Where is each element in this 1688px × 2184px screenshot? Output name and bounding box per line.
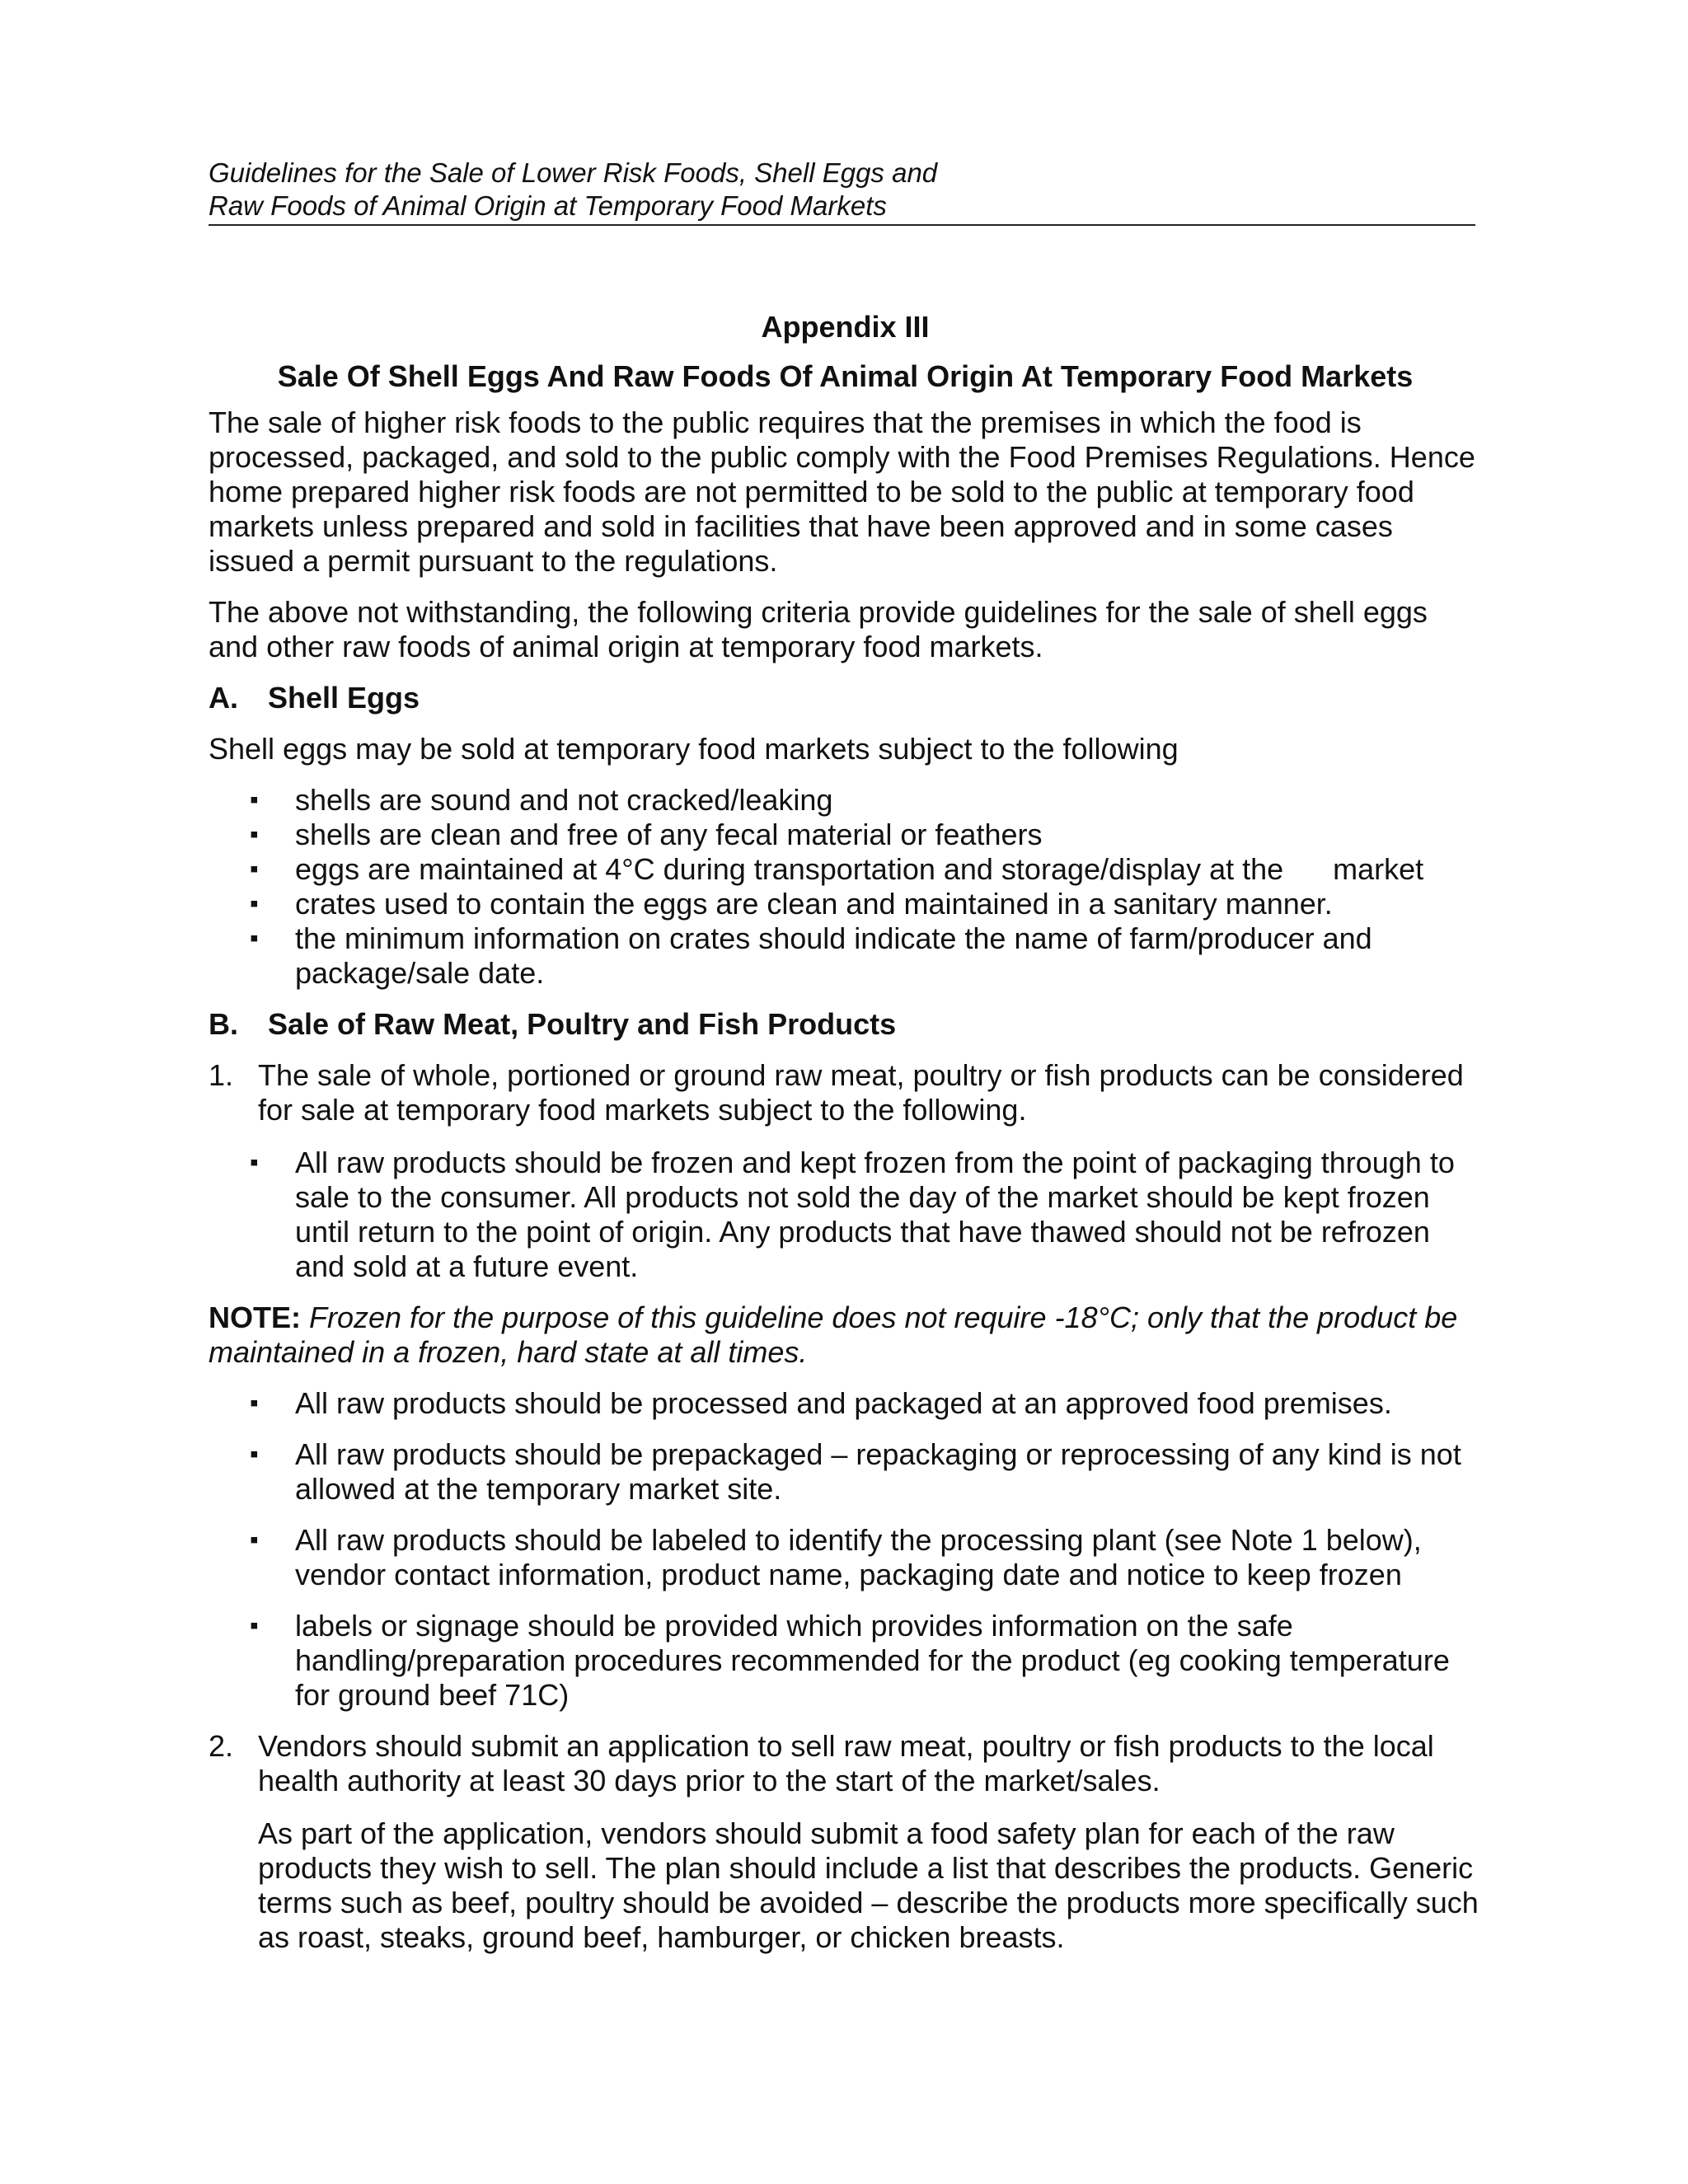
list-item-text: shells are sound and not cracked/leaking (295, 783, 833, 817)
bullet-icon: ▪ (250, 1526, 259, 1554)
document-body (209, 310, 1482, 1955)
list-item (209, 921, 1482, 991)
list-item (209, 1437, 1482, 1507)
list-item (209, 1146, 1482, 1284)
bullet-icon: ▪ (250, 1390, 259, 1417)
bullet-icon: ▪ (250, 1612, 259, 1639)
section-a-heading (209, 681, 1482, 715)
bullet-icon: ▪ (250, 890, 259, 917)
note-label: NOTE: (209, 1301, 301, 1334)
section-a-letter: A. (209, 681, 238, 715)
list-item-text: All raw products should be prepackaged – repackaging or reprocessing of any kind is not allowed at the temporary market site. (295, 1437, 1461, 1506)
list-item (209, 818, 1482, 852)
raw-product-requirements-list (209, 1386, 1482, 1713)
header-line-1: Guidelines for the Sale of Lower Risk Foods, Shell Eggs and (209, 157, 938, 188)
list-item (209, 887, 1482, 921)
bullet-icon: ▪ (250, 786, 259, 813)
list-item-text: the minimum information on crates should indicate the name of farm/producer and package/sale date. (295, 921, 1372, 990)
list-item-text: All raw products should be labeled to identify the processing plant (see Note 1 below), vendor contact information, product name, packaging date and notice to keep frozen (295, 1523, 1422, 1591)
list-item (209, 1386, 1482, 1421)
intro-paragraph-2: The above not withstanding, the following criteria provide guidelines for the sale of shell eggs and other raw foods of animal origin at temporary food markets. (209, 595, 1428, 663)
section-b-heading (209, 1007, 1482, 1042)
section-b-letter: B. (209, 1007, 238, 1041)
bullet-icon: ▪ (250, 855, 259, 883)
list-item-text: shells are clean and free of any fecal material or feathers (295, 818, 1043, 851)
list-item-text: crates used to contain the eggs are clean and maintained in a sanitary manner. (295, 887, 1333, 921)
application-paragraph: As part of the application, vendors should submit a food safety plan for each of the raw products they wish to sell. The plan should include a list that describes the products. Generic terms such as beef, poultry should be avoided – describe the products more specifically such as roast, steaks, ground beef, hamburger, or chicken breasts. (258, 1816, 1479, 1954)
bullet-icon: ▪ (250, 1149, 259, 1176)
list-item (209, 783, 1482, 818)
frozen-requirement-list (209, 1146, 1482, 1284)
bullet-icon: ▪ (250, 925, 259, 952)
numbered-item-1 (209, 1058, 1482, 1127)
header-line-2: Raw Foods of Animal Origin at Temporary Food Markets (209, 190, 887, 221)
list-item-text: eggs are maintained at 4°C during transportation and storage/display at the market (295, 852, 1424, 886)
section-a-title: Shell Eggs (268, 681, 420, 715)
intro-paragraph-1: The sale of higher risk foods to the public requires that the premises in which the food is processed, packaged, and sold to the public comply with the Food Premises Regulations. Hence home prepared higher risk foods are not permitted to be sold to the public at temporary food markets unless prepared and sold in facilities that have been approved and in some cases issued a permit pursuant to the regulations. (209, 405, 1475, 578)
list-item (209, 1609, 1482, 1713)
shell-egg-criteria-list (209, 783, 1482, 991)
list-item (209, 852, 1482, 887)
appendix-title: Appendix III (761, 310, 930, 344)
running-header (209, 157, 1475, 226)
list-item-text: All raw products should be frozen and kept frozen from the point of packaging through to sale to the consumer. All products not sold the day of the market should be kept frozen until return to the point of origin. Any products that have thawed should not be refrozen and sold at a future event. (295, 1146, 1455, 1283)
section-b-title: Sale of Raw Meat, Poultry and Fish Products (268, 1007, 897, 1041)
numbered-item-2 (209, 1729, 1482, 1798)
note-text: Frozen for the purpose of this guideline does not require -18°C; only that the product be maintained in a frozen, hard state at all times. (209, 1301, 1458, 1369)
list-item-text: All raw products should be processed and packaged at an approved food premises. (295, 1386, 1392, 1420)
item-number: 2. (209, 1729, 234, 1763)
bullet-icon: ▪ (250, 821, 259, 848)
list-item (209, 1523, 1482, 1592)
item-text: Vendors should submit an application to sell raw meat, poultry or fish products to the local health authority at least 30 days prior to the start of the market/sales. (258, 1729, 1434, 1797)
item-text: The sale of whole, portioned or ground raw meat, poultry or fish products can be considered for sale at temporary food markets subject to the following. (258, 1058, 1464, 1127)
bullet-icon: ▪ (250, 1441, 259, 1468)
appendix-subtitle: Sale Of Shell Eggs And Raw Foods Of Animal Origin At Temporary Food Markets (277, 359, 1414, 393)
note-paragraph (209, 1301, 1482, 1370)
item-number: 1. (209, 1058, 234, 1092)
list-item-text: labels or signage should be provided which provides information on the safe handling/preparation procedures recommended for the product (eg cooking temperature for ground beef 71C) (295, 1609, 1450, 1712)
section-a-lead: Shell eggs may be sold at temporary food markets subject to the following (209, 732, 1179, 766)
